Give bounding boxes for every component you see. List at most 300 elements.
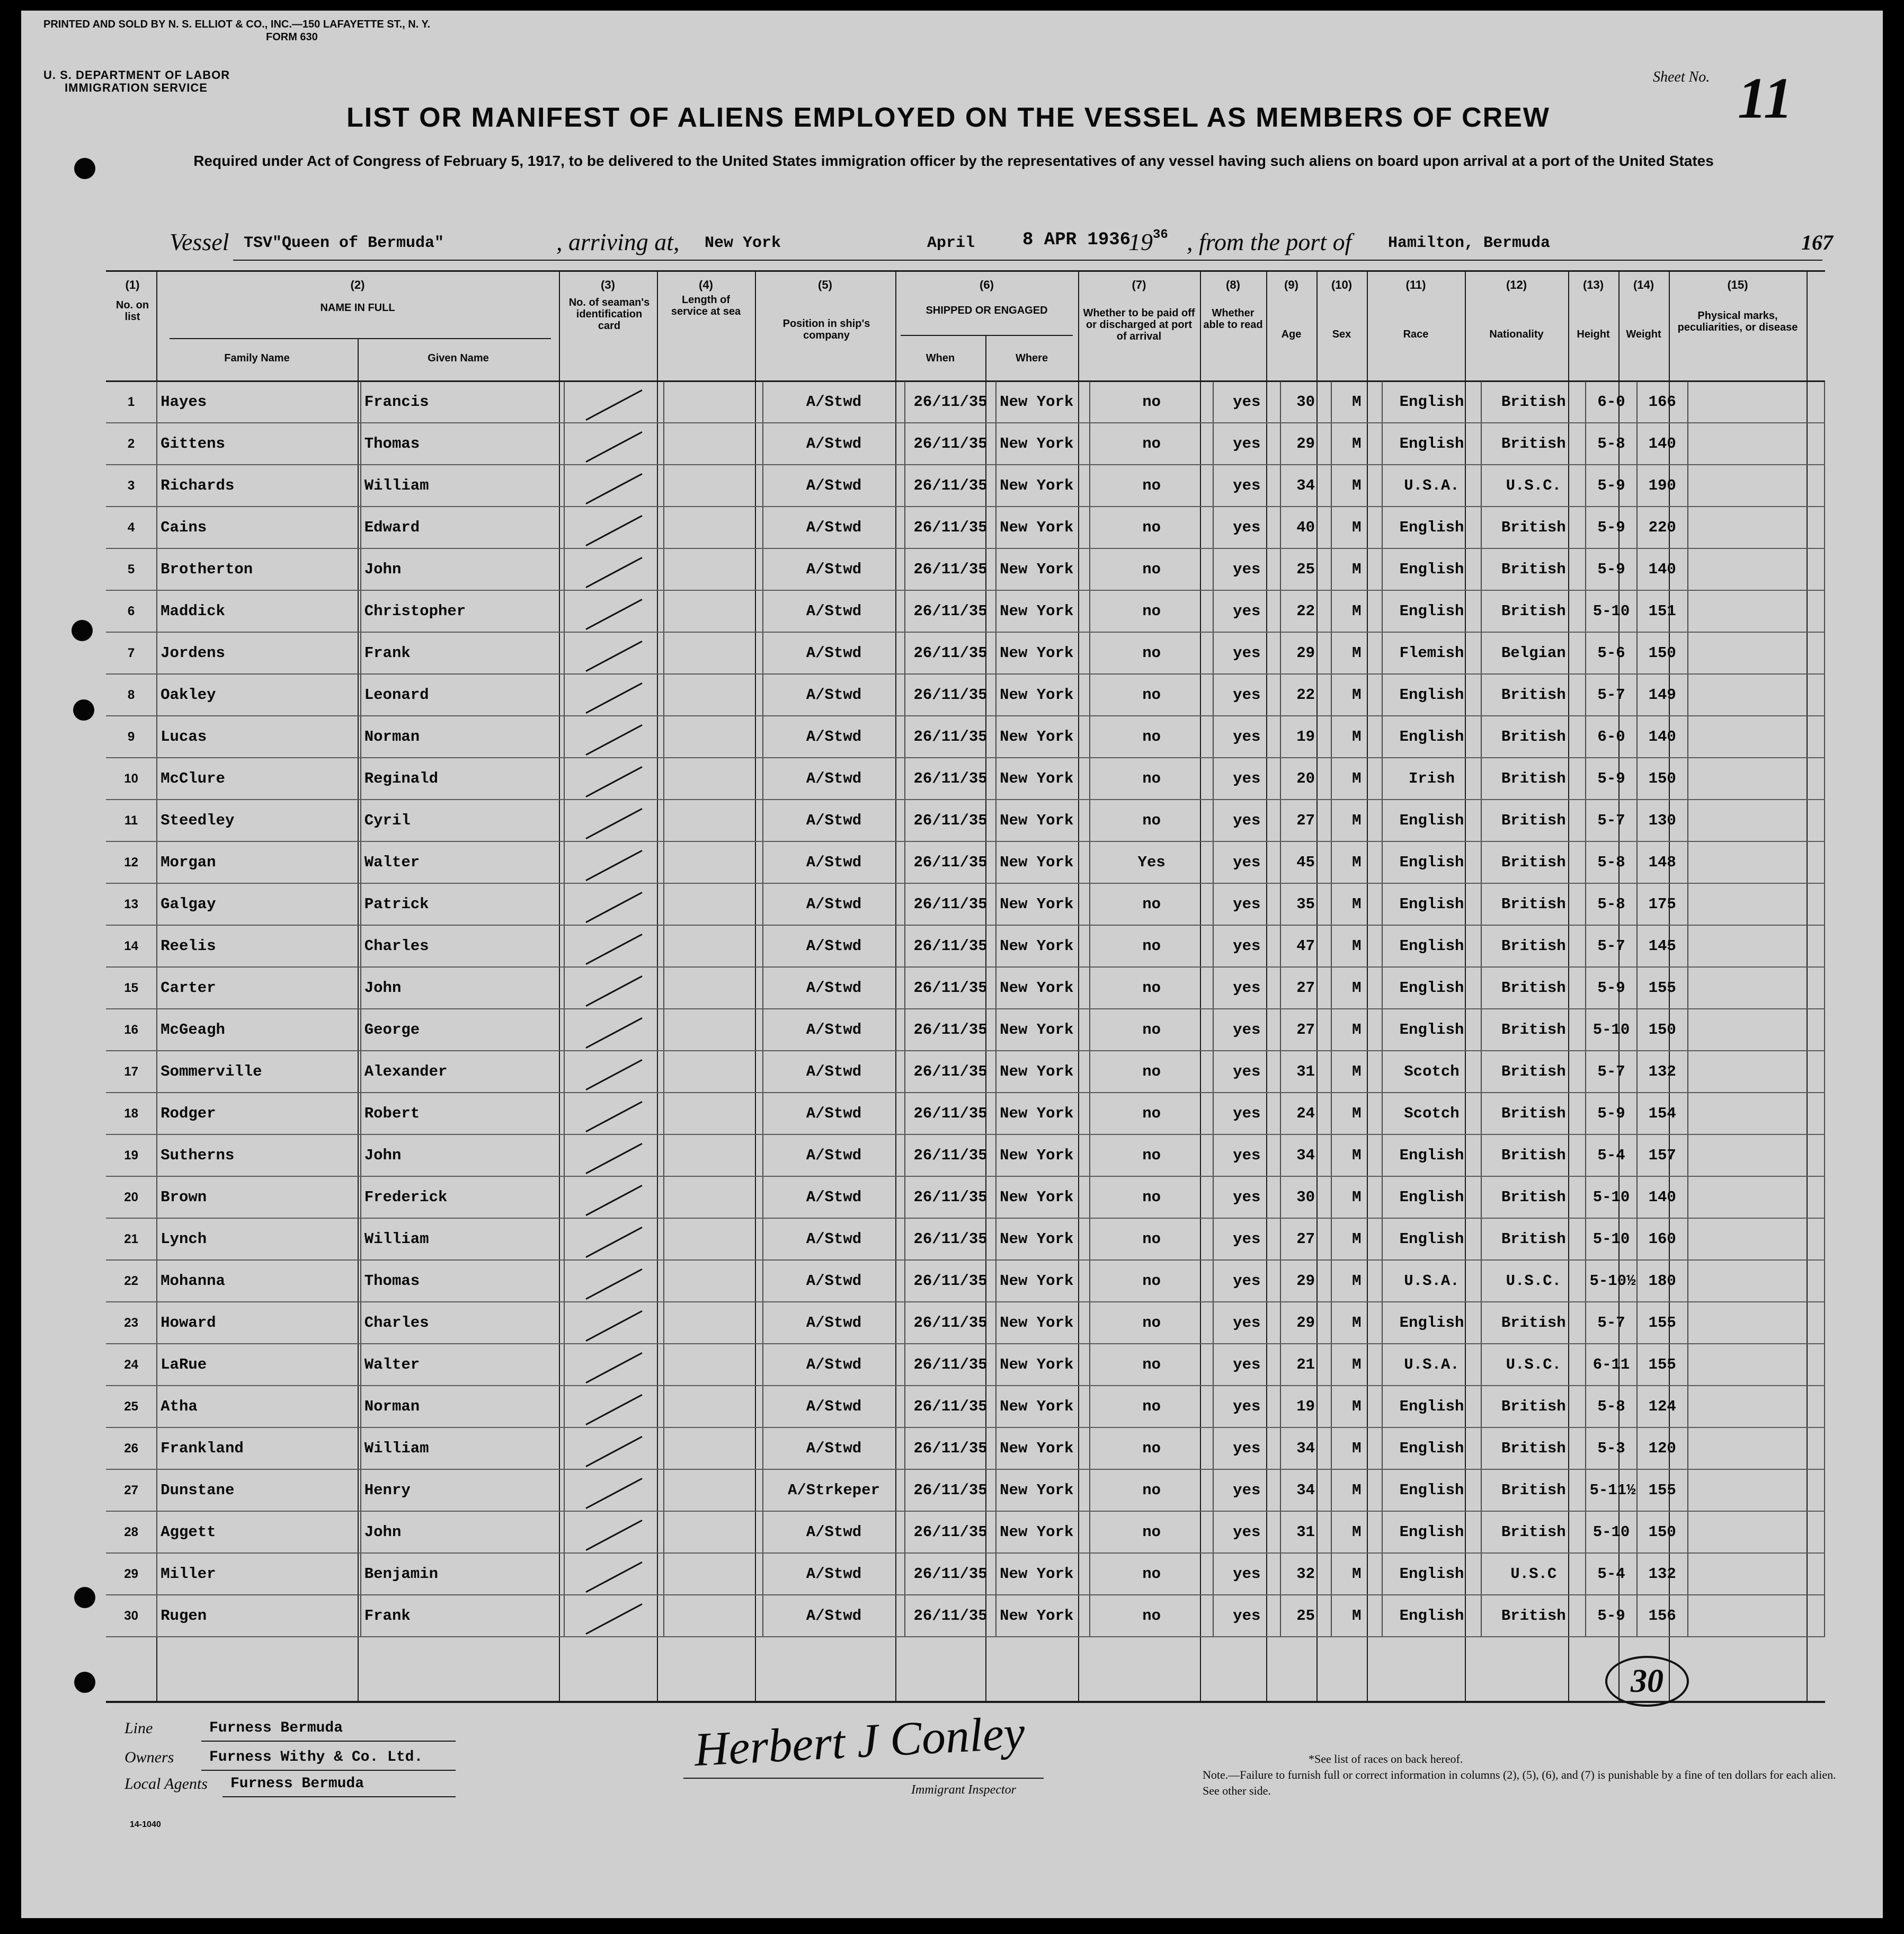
family-name: Atha (157, 1386, 361, 1427)
weight: 124 (1637, 1386, 1688, 1427)
length-service-cell (664, 925, 763, 967)
age: 34 (1280, 1469, 1331, 1511)
race: U.S.A. (1382, 465, 1481, 507)
race: English (1382, 841, 1481, 883)
shipped-when: 26/11/35 (905, 925, 996, 967)
paid-off: no (1090, 1469, 1213, 1511)
check-stroke (585, 1562, 642, 1593)
col-num-7: (7) (1132, 278, 1146, 291)
nationality: U.S.C. (1481, 1344, 1586, 1386)
able-to-read: yes (1213, 925, 1280, 967)
able-to-read: yes (1213, 1344, 1280, 1386)
header-shipped: SHIPPED OR ENGAGED (926, 305, 1048, 316)
weight: 157 (1637, 1134, 1688, 1176)
sex: M (1331, 758, 1382, 800)
family-name: Jordens (157, 632, 361, 674)
age: 45 (1280, 841, 1331, 883)
age: 27 (1280, 1009, 1331, 1051)
shipped-where: New York (996, 758, 1090, 800)
crew-row (106, 465, 1825, 507)
weight: 150 (1637, 758, 1688, 800)
position: A/Stwd (763, 841, 905, 883)
shipped-where: New York (996, 1176, 1090, 1218)
crew-row (106, 1218, 1825, 1260)
given-name: Benjamin (361, 1553, 565, 1595)
crew-row (106, 423, 1825, 465)
age: 40 (1280, 507, 1331, 548)
id-card-cell (564, 1260, 663, 1302)
agents-label: Local Agents (124, 1775, 208, 1793)
race: English (1382, 590, 1481, 632)
weight: 132 (1637, 1051, 1688, 1093)
given-name: William (361, 1218, 565, 1260)
family-name: Sommerville (157, 1051, 361, 1093)
row-number: 24 (106, 1344, 157, 1386)
shipped-when: 26/11/35 (905, 758, 996, 800)
race: English (1382, 800, 1481, 841)
age: 34 (1280, 1427, 1331, 1469)
form-number: FORM 630 (266, 31, 318, 43)
vessel-line-rule (233, 260, 1822, 261)
position: A/Stwd (763, 674, 905, 716)
crew-row (106, 382, 1825, 423)
row-number: 2 (106, 423, 157, 465)
check-stroke (585, 934, 642, 965)
family-name: McGeagh (157, 1009, 361, 1051)
paid-off: no (1090, 507, 1213, 548)
shipped-when: 26/11/35 (905, 548, 996, 590)
physical-marks (1688, 758, 1825, 800)
from-port-label: , from the port of (1187, 228, 1352, 255)
check-stroke (585, 850, 642, 881)
given-name: Walter (361, 841, 565, 883)
header-age: Age (1281, 329, 1302, 340)
given-name: John (361, 967, 565, 1009)
family-name: LaRue (157, 1344, 361, 1386)
height: 6-0 (1586, 382, 1636, 423)
length-service-cell (664, 1218, 763, 1260)
row-number: 26 (106, 1427, 157, 1469)
length-service-cell (664, 1176, 763, 1218)
age: 31 (1280, 1051, 1331, 1093)
col-num-10: (10) (1331, 278, 1353, 291)
owners-rule (201, 1770, 456, 1771)
age: 25 (1280, 548, 1331, 590)
height: 5-4 (1586, 1553, 1636, 1595)
position: A/Stwd (763, 1093, 905, 1134)
shipped-where: New York (996, 1386, 1090, 1427)
id-card-cell (564, 423, 663, 465)
given-name: John (361, 1134, 565, 1176)
height: 5-10 (1586, 1511, 1636, 1553)
given-name: Frank (361, 1595, 565, 1637)
document-subtitle: Required under Act of Congress of February 5, 1917, to be delivered to the United States immigration officer by the representatives of any vessel having such aliens on board upon arrival at a port of the United States (193, 153, 1714, 169)
sex: M (1331, 1176, 1382, 1218)
arriving-label: , arriving at, (556, 228, 680, 255)
crew-row (106, 1344, 1825, 1386)
family-name: Dunstane (157, 1469, 361, 1511)
printer-imprint (43, 18, 430, 43)
line-rule (201, 1741, 456, 1742)
manifest-sheet (21, 11, 1883, 1918)
footnote-races: *See list of races on back hereof. (1309, 1752, 1463, 1766)
nationality: British (1481, 967, 1586, 1009)
able-to-read: yes (1213, 883, 1280, 925)
weight: 140 (1637, 1176, 1688, 1218)
race: English (1382, 967, 1481, 1009)
height: 5-9 (1586, 507, 1636, 548)
height: 5-7 (1586, 1051, 1636, 1093)
weight: 140 (1637, 548, 1688, 590)
physical-marks (1688, 1595, 1825, 1637)
physical-marks (1688, 423, 1825, 465)
crew-row (106, 632, 1825, 674)
crew-row (106, 716, 1825, 758)
race: English (1382, 1469, 1481, 1511)
given-name: Frederick (361, 1176, 565, 1218)
sheet-number: 11 (1738, 66, 1793, 130)
col-num-14: (14) (1633, 278, 1654, 291)
race: English (1382, 507, 1481, 548)
sex: M (1331, 925, 1382, 967)
length-service-cell (664, 1427, 763, 1469)
check-stroke (585, 808, 642, 839)
physical-marks (1688, 590, 1825, 632)
id-card-cell (564, 382, 663, 423)
given-name: Patrick (361, 883, 565, 925)
shipped-where: New York (996, 1595, 1090, 1637)
position: A/Strkeper (763, 1469, 905, 1511)
race: English (1382, 1302, 1481, 1344)
height: 5-8 (1586, 841, 1636, 883)
family-name: Mohanna (157, 1260, 361, 1302)
sex: M (1331, 1134, 1382, 1176)
age: 22 (1280, 590, 1331, 632)
shipped-when: 26/11/35 (905, 1260, 996, 1302)
row-number: 11 (106, 800, 157, 841)
nationality: British (1481, 925, 1586, 967)
able-to-read: yes (1213, 674, 1280, 716)
height: 5-8 (1586, 423, 1636, 465)
able-to-read: yes (1213, 1260, 1280, 1302)
physical-marks (1688, 1302, 1825, 1344)
row-number: 19 (106, 1134, 157, 1176)
sex: M (1331, 841, 1382, 883)
length-service-cell (664, 1511, 763, 1553)
check-stroke (585, 641, 642, 672)
able-to-read: yes (1213, 841, 1280, 883)
id-card-cell (564, 1553, 663, 1595)
given-name: Frank (361, 632, 565, 674)
family-name: Brotherton (157, 548, 361, 590)
check-stroke (585, 431, 642, 463)
position: A/Stwd (763, 758, 905, 800)
age: 34 (1280, 1134, 1331, 1176)
weight: 155 (1637, 1302, 1688, 1344)
sex: M (1331, 1260, 1382, 1302)
nationality: Belgian (1481, 632, 1586, 674)
shipped-when: 26/11/35 (905, 1553, 996, 1595)
family-name: Carter (157, 967, 361, 1009)
vessel-name: TSV"Queen of Bermuda" (244, 234, 444, 252)
shipped-when: 26/11/35 (905, 1176, 996, 1218)
family-name: Maddick (157, 590, 361, 632)
position: A/Stwd (763, 1511, 905, 1553)
row-number: 4 (106, 507, 157, 548)
position: A/Stwd (763, 1260, 905, 1302)
weight: 120 (1637, 1427, 1688, 1469)
position: A/Stwd (763, 1134, 905, 1176)
height: 5-9 (1586, 758, 1636, 800)
weight: 150 (1637, 1009, 1688, 1051)
crew-row (106, 1134, 1825, 1176)
age: 19 (1280, 716, 1331, 758)
length-service-cell (664, 716, 763, 758)
header-paid-off: Whether to be paid off or discharged at port of arrival (1083, 307, 1195, 342)
shipped-when: 26/11/35 (905, 1051, 996, 1093)
shipped-where: New York (996, 1511, 1090, 1553)
height: 5-3 (1586, 1427, 1636, 1469)
row-number: 20 (106, 1176, 157, 1218)
check-stroke (585, 473, 642, 504)
given-name: Charles (361, 1302, 565, 1344)
nationality: British (1481, 1386, 1586, 1427)
col-num-12: (12) (1506, 278, 1527, 291)
paid-off: no (1090, 1427, 1213, 1469)
family-name: Rodger (157, 1093, 361, 1134)
nationality: British (1481, 1218, 1586, 1260)
length-service-cell (664, 465, 763, 507)
check-stroke (585, 1394, 642, 1425)
weight: 150 (1637, 1511, 1688, 1553)
footnotes (1203, 1751, 1838, 1799)
sex: M (1331, 590, 1382, 632)
shipped-where: New York (996, 548, 1090, 590)
length-service-cell (664, 632, 763, 674)
race: U.S.A. (1382, 1260, 1481, 1302)
length-service-cell (664, 1302, 763, 1344)
footnote-penalty: Note.—Failure to furnish full or correct information in columns (2), (5), (6), and (7) is punishable by a fine of ten dollars for each alien. See other side. (1203, 1768, 1836, 1797)
able-to-read: yes (1213, 590, 1280, 632)
col-num-4: (4) (699, 278, 713, 291)
age: 29 (1280, 632, 1331, 674)
age: 27 (1280, 800, 1331, 841)
physical-marks (1688, 1427, 1825, 1469)
able-to-read: yes (1213, 465, 1280, 507)
crew-row (106, 1469, 1825, 1511)
shipped-when: 26/11/35 (905, 1302, 996, 1344)
row-number: 13 (106, 883, 157, 925)
weight: 156 (1637, 1595, 1688, 1637)
family-name: Frankland (157, 1427, 361, 1469)
punch-hole (73, 699, 94, 721)
given-name: Leonard (361, 674, 565, 716)
check-stroke (585, 724, 642, 756)
name-split-rule (170, 338, 551, 339)
race: Scotch (1382, 1051, 1481, 1093)
race: U.S.A. (1382, 1344, 1481, 1386)
check-stroke (585, 766, 642, 797)
given-name: Robert (361, 1093, 565, 1134)
paid-off: Yes (1090, 841, 1213, 883)
race: Irish (1382, 758, 1481, 800)
shipped-where: New York (996, 800, 1090, 841)
length-service-cell (664, 590, 763, 632)
physical-marks (1688, 1051, 1825, 1093)
paid-off: no (1090, 465, 1213, 507)
able-to-read: yes (1213, 507, 1280, 548)
check-stroke (585, 1059, 642, 1090)
weight: 180 (1637, 1260, 1688, 1302)
shipped-where: New York (996, 674, 1090, 716)
id-card-cell (564, 967, 663, 1009)
shipped-where: New York (996, 1427, 1090, 1469)
shipped-when: 26/11/35 (905, 716, 996, 758)
shipped-when: 26/11/35 (905, 1218, 996, 1260)
height: 5-9 (1586, 1093, 1636, 1134)
length-service-cell (664, 548, 763, 590)
header-name-in-full: NAME IN FULL (320, 302, 395, 314)
id-card-cell (564, 716, 663, 758)
nationality: British (1481, 1051, 1586, 1093)
nationality: British (1481, 883, 1586, 925)
given-name: Walter (361, 1344, 565, 1386)
nationality: British (1481, 758, 1586, 800)
crew-row (106, 1427, 1825, 1469)
weight: 132 (1637, 1553, 1688, 1595)
shipped-where: New York (996, 925, 1090, 967)
position: A/Stwd (763, 382, 905, 423)
height: 5-6 (1586, 632, 1636, 674)
shipped-when: 26/11/35 (905, 507, 996, 548)
id-card-cell (564, 632, 663, 674)
family-name: Sutherns (157, 1134, 361, 1176)
paid-off: no (1090, 1051, 1213, 1093)
age: 47 (1280, 925, 1331, 967)
weight: 140 (1637, 716, 1688, 758)
paid-off: no (1090, 1302, 1213, 1344)
row-number: 18 (106, 1093, 157, 1134)
race: Scotch (1382, 1093, 1481, 1134)
given-name: Norman (361, 1386, 565, 1427)
nationality: U.S.C (1481, 1553, 1586, 1595)
shipped-when: 26/11/35 (905, 1427, 996, 1469)
height: 5-7 (1586, 674, 1636, 716)
nationality: British (1481, 1302, 1586, 1344)
department-block (43, 69, 230, 94)
length-service-cell (664, 1595, 763, 1637)
row-number: 21 (106, 1218, 157, 1260)
height: 5-9 (1586, 548, 1636, 590)
paid-off: no (1090, 382, 1213, 423)
shipped-where: New York (996, 632, 1090, 674)
height: 5-10 (1586, 1009, 1636, 1051)
col-num-11: (11) (1405, 278, 1426, 291)
shipped-where: New York (996, 1009, 1090, 1051)
document-title: LIST OR MANIFEST OF ALIENS EMPLOYED ON THE VESSEL AS MEMBERS OF CREW (346, 102, 1550, 133)
position: A/Stwd (763, 1427, 905, 1469)
physical-marks (1688, 841, 1825, 883)
physical-marks (1688, 507, 1825, 548)
race: English (1382, 382, 1481, 423)
nationality: British (1481, 674, 1586, 716)
shipped-where: New York (996, 883, 1090, 925)
physical-marks (1688, 548, 1825, 590)
family-name: Reelis (157, 925, 361, 967)
service-name: IMMIGRATION SERVICE (65, 81, 208, 94)
punch-hole (74, 1587, 95, 1608)
physical-marks (1688, 1134, 1825, 1176)
row-number: 10 (106, 758, 157, 800)
length-service-cell (664, 800, 763, 841)
row-number: 17 (106, 1051, 157, 1093)
position: A/Stwd (763, 1176, 905, 1218)
position: A/Stwd (763, 925, 905, 967)
sex: M (1331, 507, 1382, 548)
height: 5-8 (1586, 1386, 1636, 1427)
circled-total: 30 (1605, 1656, 1689, 1707)
crew-row (106, 674, 1825, 716)
physical-marks (1688, 382, 1825, 423)
family-name: Steedley (157, 800, 361, 841)
race: English (1382, 1009, 1481, 1051)
sex: M (1331, 883, 1382, 925)
height: 5-11½ (1586, 1469, 1636, 1511)
paid-off: no (1090, 1553, 1213, 1595)
year-suffix: 36 (1153, 228, 1168, 242)
nationality: British (1481, 507, 1586, 548)
given-name: Norman (361, 716, 565, 758)
physical-marks (1688, 716, 1825, 758)
shipped-where: New York (996, 1302, 1090, 1344)
position: A/Stwd (763, 1344, 905, 1386)
id-card-cell (564, 507, 663, 548)
weight: 145 (1637, 925, 1688, 967)
height: 5-10½ (1586, 1260, 1636, 1302)
header-height: Height (1577, 329, 1610, 340)
position: A/Stwd (763, 632, 905, 674)
col-num-15: (15) (1727, 278, 1748, 291)
race: English (1382, 1218, 1481, 1260)
paid-off: no (1090, 1386, 1213, 1427)
nationality: British (1481, 382, 1586, 423)
weight: 151 (1637, 590, 1688, 632)
id-card-cell (564, 883, 663, 925)
agents-rule (223, 1796, 456, 1797)
sex: M (1331, 1511, 1382, 1553)
position: A/Stwd (763, 590, 905, 632)
crew-row (106, 925, 1825, 967)
col-num-6: (6) (980, 278, 994, 291)
family-name: Gittens (157, 423, 361, 465)
crew-row (106, 1595, 1825, 1637)
position: A/Stwd (763, 883, 905, 925)
id-card-cell (564, 1093, 663, 1134)
length-service-cell (664, 1260, 763, 1302)
position: A/Stwd (763, 1553, 905, 1595)
weight: 140 (1637, 423, 1688, 465)
race: Flemish (1382, 632, 1481, 674)
row-number: 25 (106, 1386, 157, 1427)
shipped-when: 26/11/35 (905, 423, 996, 465)
able-to-read: yes (1213, 548, 1280, 590)
paid-off: no (1090, 1134, 1213, 1176)
sheet-no-label: Sheet No. (1653, 69, 1710, 85)
paid-off: no (1090, 590, 1213, 632)
length-service-cell (664, 883, 763, 925)
race: English (1382, 1386, 1481, 1427)
shipped-where: New York (996, 465, 1090, 507)
